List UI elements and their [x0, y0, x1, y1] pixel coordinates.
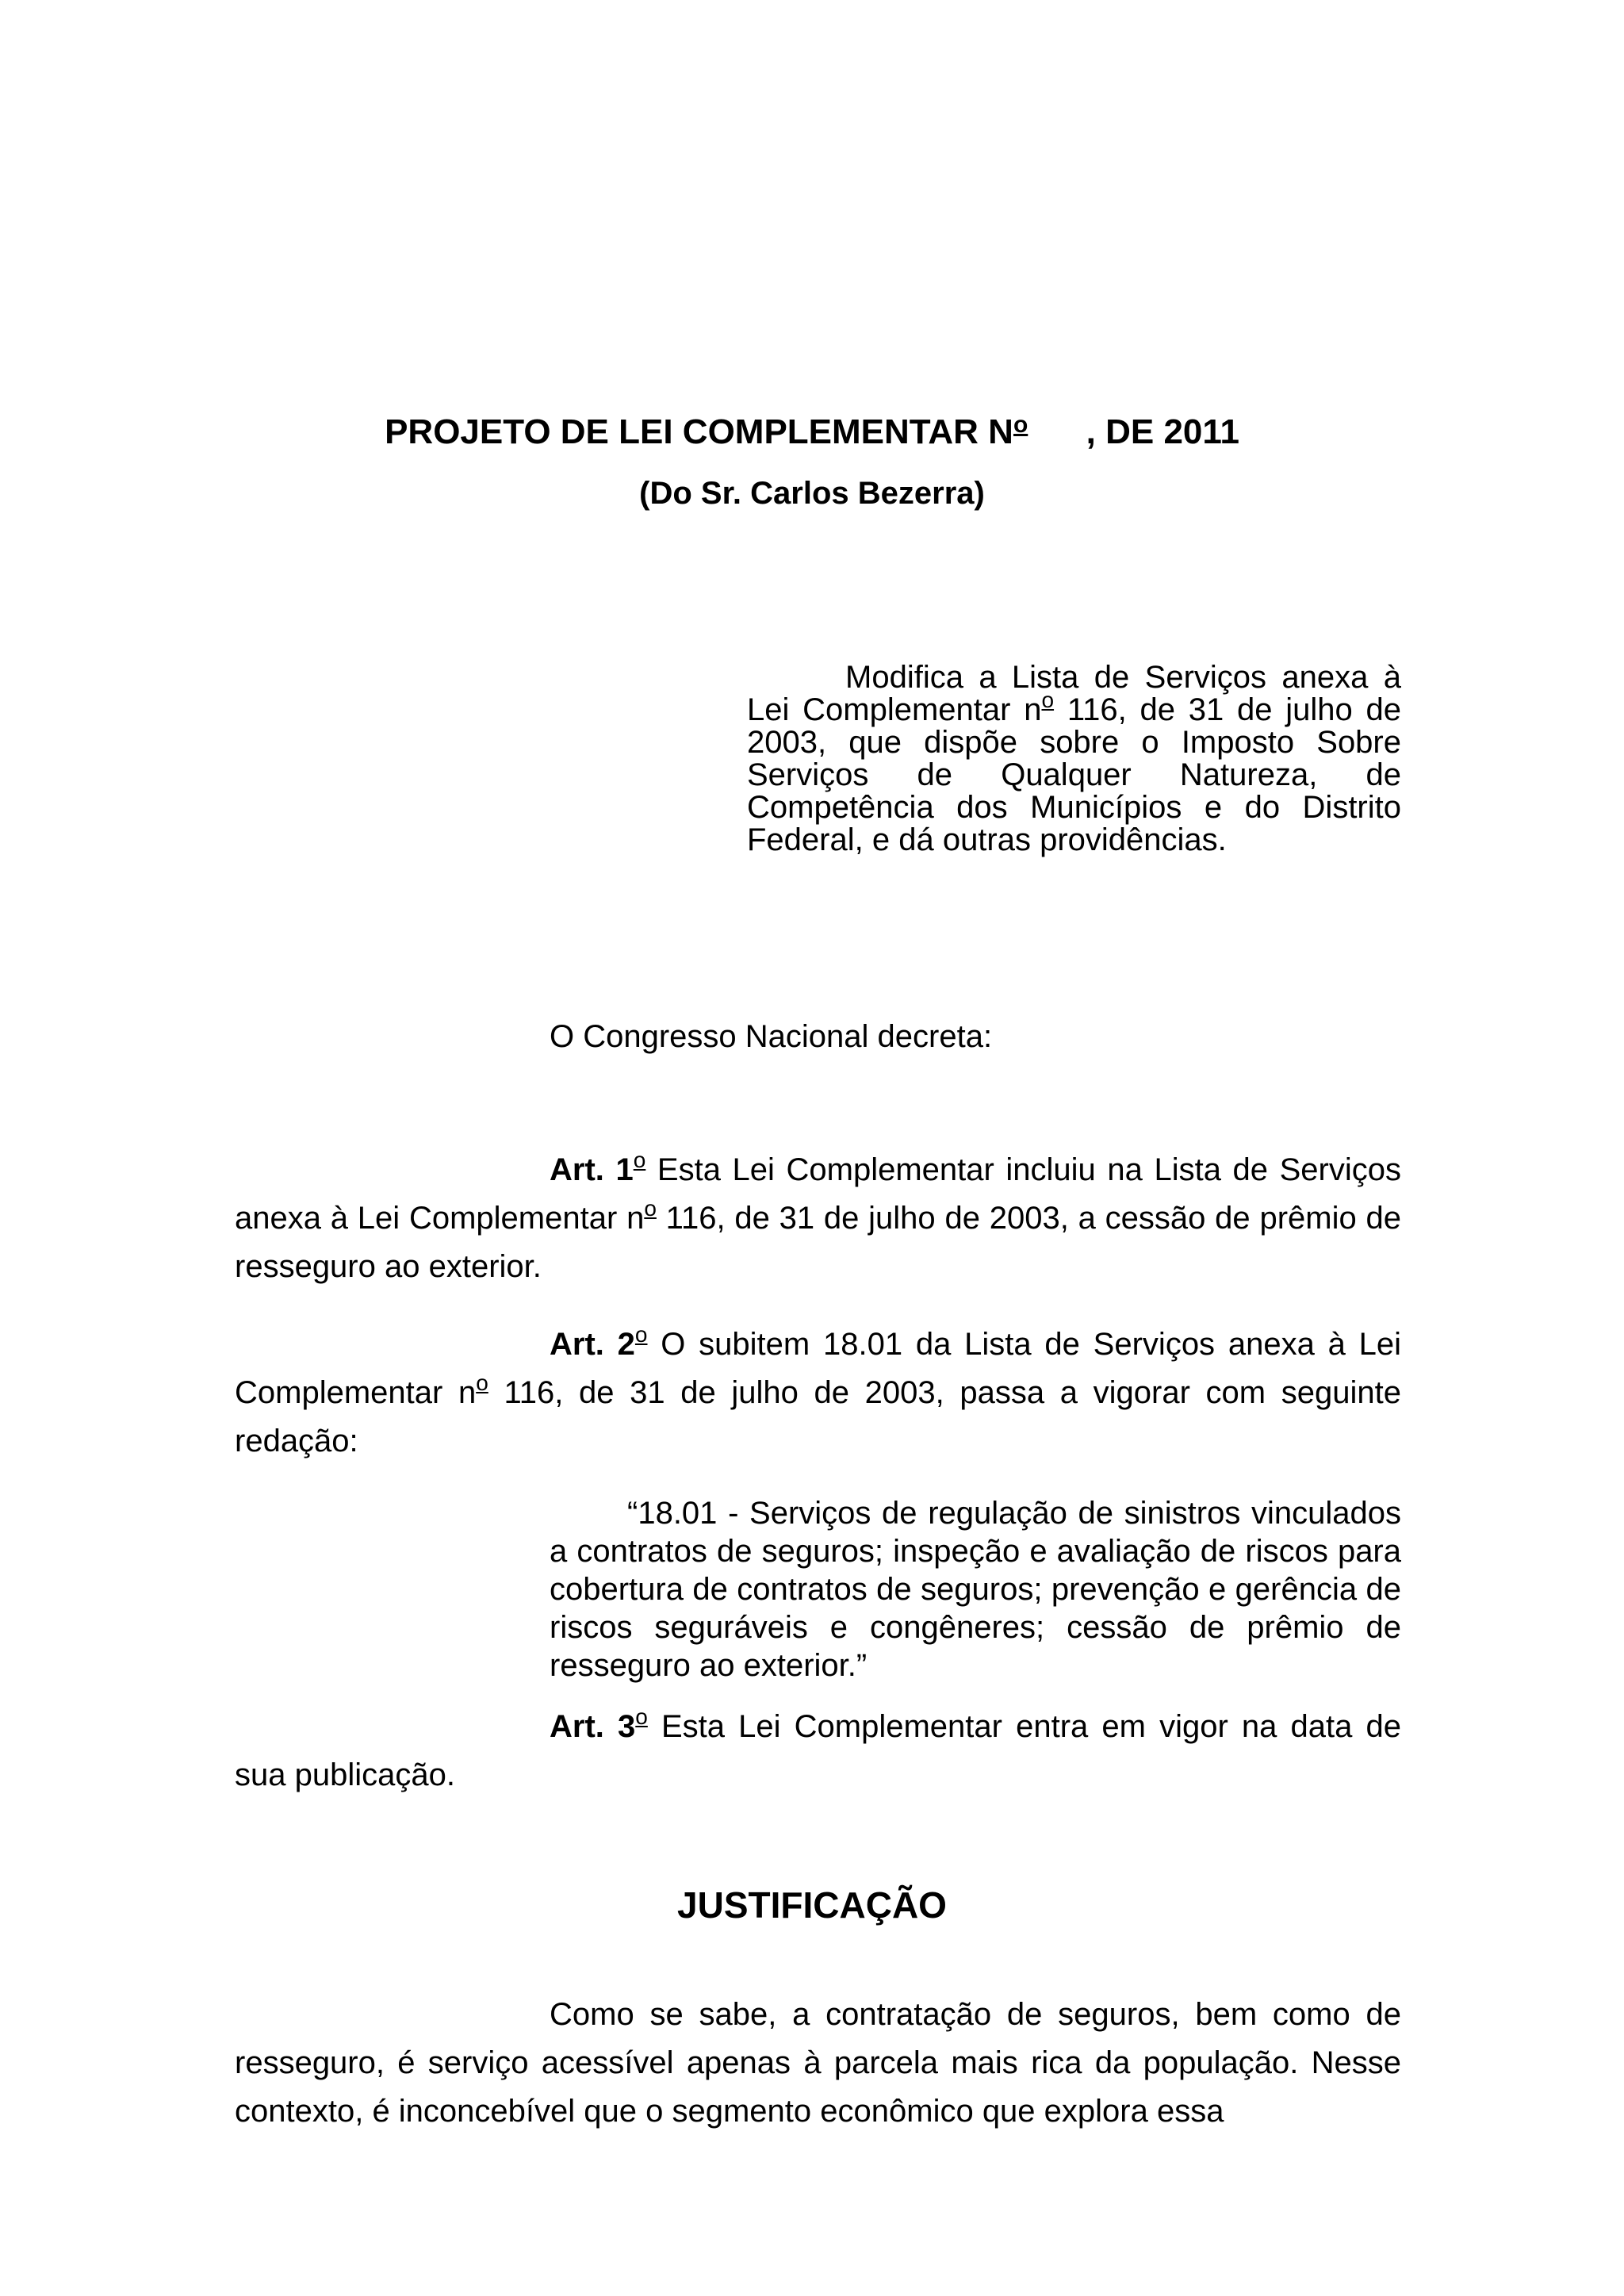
bill-title-prefix: PROJETO DE LEI COMPLEMENTAR N	[385, 412, 1013, 451]
article-3-ordinal: o	[635, 1704, 648, 1729]
article-2-text-ordinal: o	[476, 1370, 488, 1395]
article-2-text-part1: O subitem 18.01 da Lista de Serviços anexa à Lei Complementar n	[235, 1327, 1402, 1410]
article-2-text-part2: 116, de 31 de julho de 2003, passa a vigorar com seguinte redação:	[235, 1375, 1401, 1458]
quoted-item-18-01: “18.01 - Serviços de regulação de sinistros vinculados a contratos de seguros; inspeção e avaliação de riscos para cobertura de contratos de seguros; prevenção e gerência de riscos seguráveis e congêneres; cessão de prêmio de resseguro ao exterior.”	[550, 1496, 1401, 1683]
article-2-ordinal: o	[634, 1322, 648, 1347]
bill-title-ordinal: o	[1013, 412, 1028, 438]
article-1-text-part2: 116, de 31 de julho de 2003, a cessão de prêmio de resseguro ao exterior.	[235, 1201, 1401, 1284]
bill-ementa	[747, 661, 1401, 857]
ementa-ordinal: o	[1041, 688, 1055, 712]
bill-title	[0, 412, 1624, 452]
article-1-text-part1: Esta Lei Complementar incluiu na Lista de Serviços anexa à Lei Complementar n	[235, 1152, 1402, 1236]
article-3-label: Art. 3	[550, 1709, 636, 1744]
article-2	[235, 1320, 1401, 1466]
ementa-text-part1: Modifica a Lista de Serviços anexa à Lei Complementar n	[747, 660, 1401, 727]
article-3-text-part1: Esta Lei Complementar entra em vigor na data de sua publicação.	[235, 1709, 1401, 1792]
enacting-clause: O Congresso Nacional decreta:	[550, 1019, 993, 1054]
article-1-ordinal: o	[633, 1148, 646, 1172]
article-1	[235, 1146, 1401, 1291]
article-2-label: Art. 2	[550, 1327, 635, 1362]
bill-author: (Do Sr. Carlos Bezerra)	[639, 476, 985, 511]
justification-paragraph: Como se sabe, a contratação de seguros, bem como de resseguro, é serviço acessível apenas à parcela mais rica da população. Nesse contexto, é inconcebível que o segmento econômico que explora essa	[235, 1997, 1401, 2129]
article-3	[235, 1703, 1401, 1800]
bill-title-suffix: , DE 2011	[1086, 412, 1239, 451]
article-1-text-ordinal: o	[644, 1196, 657, 1221]
justification-heading: JUSTIFICAÇÃO	[677, 1884, 947, 1926]
ementa-text-part2: 116, de 31 de julho de 2003, que dispõe sobre o Imposto Sobre Serviços de Qualquer Natureza, de Competência dos Municípios e do Distrito Federal, e dá outras providências.	[747, 692, 1401, 857]
article-1-label: Art. 1	[550, 1152, 634, 1187]
